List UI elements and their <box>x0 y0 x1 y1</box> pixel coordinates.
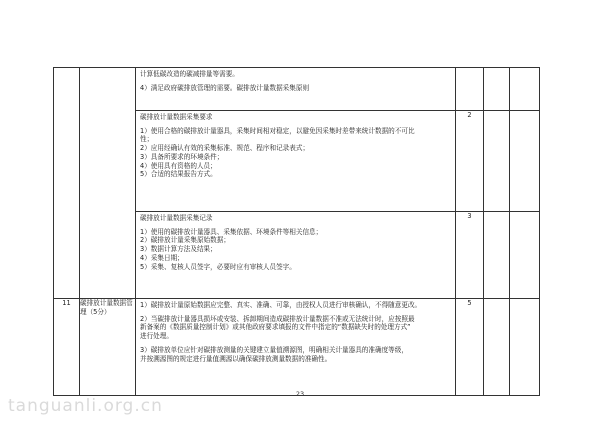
text-line: 性； <box>140 135 154 144</box>
blank-cell <box>510 212 540 299</box>
text-line: 进行处理。 <box>140 332 173 341</box>
score-cell: 5 <box>456 299 484 396</box>
score-cell: 2 <box>456 111 484 212</box>
text-line: 5）采集、复核人员签字，必要时应有审核人员签字。 <box>140 262 296 271</box>
blank-cell <box>510 111 540 212</box>
text-line: 3）具备所要求的环境条件； <box>140 152 224 161</box>
content-segment <box>136 111 455 182</box>
table-row <box>54 299 540 396</box>
text-line: 4）满足政府碳排放管理的需要。碳排放计量数据采集原则 <box>140 83 310 92</box>
content-cell <box>136 212 456 299</box>
score-cell: 3 <box>456 212 484 299</box>
text-line: 4）使用具有资格的人员； <box>140 161 217 170</box>
blank-cell <box>510 299 540 396</box>
text-line: 4）采集日期； <box>140 253 184 262</box>
text-line: 1）碳排放计量原始数据应完整、真实、准确、可靠，由授权人员进行审核确认，不得随意更改。 <box>140 301 422 309</box>
content-cell <box>136 299 456 396</box>
content-segment <box>136 299 455 366</box>
row-number <box>54 68 80 299</box>
text-line: 新备案的《数据质量控制计划》或其他政府要求填报的文件中指定的“数据缺失时的处理方式” <box>140 323 411 332</box>
text-line: 3）碳排放单位应针对碳排放测量的关键建立量值溯源图，明确相关计量器具的准确度等级， <box>140 345 408 354</box>
item-name: 碳排放计量数据管理（5分） <box>80 299 136 396</box>
blank-cell <box>484 68 510 111</box>
content-cell <box>136 111 456 212</box>
text-line: 3）数据计算方法及结果； <box>140 245 217 254</box>
text-line: 2）当碳排放计量器具损坏或安装、拆卸期间造成碳排放计量数据不准或无法统计时，应按照最 <box>140 314 415 323</box>
content-segment <box>136 68 455 95</box>
text-line: 并按溯源图的规定进行量值溯源以确保碳排放测量数据的准确性。 <box>140 354 332 363</box>
page-number: 23 <box>295 390 305 398</box>
content-cell <box>136 68 456 111</box>
item-name <box>80 68 136 299</box>
watermark-text: tanguanli.org.cn <box>8 396 163 416</box>
text-line: 2）碳排放计量采集原始数据； <box>140 236 230 245</box>
text-line: 5）合适的结果报告方式。 <box>140 170 217 179</box>
assessment-table <box>53 67 540 396</box>
blank-cell <box>510 68 540 111</box>
row-number: 11 <box>54 299 80 396</box>
blank-cell <box>484 111 510 212</box>
text-line: 碳排放计量数据采集要求 <box>140 113 213 121</box>
text-line: 1）使用合格的碳排放计量器具，采集时间相对稳定，以避免因采集时差带来统计数据的不可比 <box>140 126 415 135</box>
text-line: 计算低碳改造的碳减排量等需要。 <box>140 70 239 78</box>
score-cell <box>456 68 484 111</box>
content-segment <box>136 212 455 274</box>
text-line: 2）应用经确认有效的采集标准、规范、程序和记录表式； <box>140 144 310 153</box>
blank-cell <box>484 299 510 396</box>
text-line: 1）使用的碳排放计量器具、采集依据、环境条件等相关信息； <box>140 227 323 236</box>
text-line: 碳排放计量数据采集记录 <box>140 214 213 222</box>
blank-cell <box>484 212 510 299</box>
table-row <box>54 68 540 111</box>
